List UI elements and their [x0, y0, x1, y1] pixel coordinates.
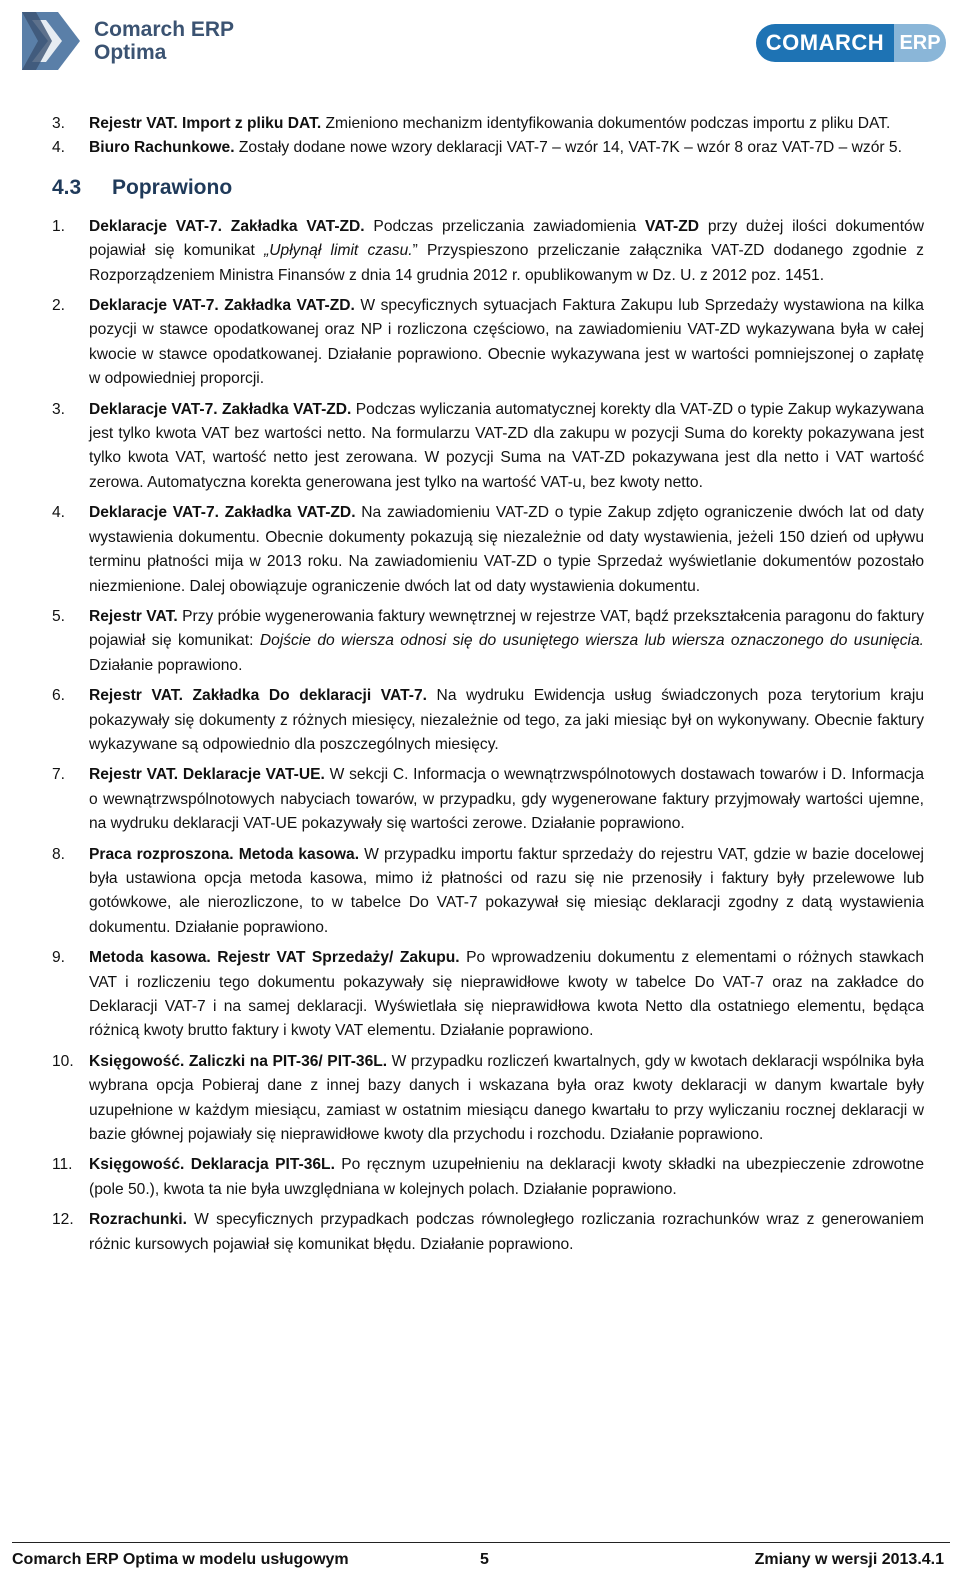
- list-item: 6. Rejestr VAT. Zakładka Do deklaracji VAT-7. Na wydruku Ewidencja usług świadczonych poza terytorium kraju pokazywały się dokumenty z różnych miesięcy, niezależnie od tego, za jaki miesiąc był on wykonywany. Obecnie faktury wykazywane są odpowiednio dla poszczególnych miesięcy.: [52, 687, 924, 753]
- previous-list: [52, 112, 924, 161]
- page-footer: [12, 1542, 950, 1575]
- footer-version: Zmiany w wersji 2013.4.1: [754, 1551, 944, 1568]
- list-item: 4. Deklaracje VAT-7. Zakładka VAT-ZD. Na zawiadomieniu VAT-ZD o typie Zakup zdjęto ograniczenie dwóch lat od daty wystawienia dokumentu. Obecnie dokumenty pokazują się niezależnie od daty wystawienia, jeżeli 150 dzień od upływu terminu płatności mija w 2013 roku. Na zawiadomieniu VAT-ZD o typie Sprzedaż wyświetlanie dokumentów pozostało niezmienione. Dalej obowiązuje ograniczenie dwóch lat od daty wystawienia dokumentu.: [52, 504, 924, 595]
- comarch-erp-optima-logo: [16, 6, 234, 76]
- list-item: 8. Praca rozproszona. Metoda kasowa. W przypadku importu faktur sprzedaży do rejestru VAT, gdzie w bazie docelowej była ustawiona opcja metoda kasowa, mimo iż płatności od razu się nie przenosiły i faktury były przelewowe lub gotówkowe, ale nierozliczone, to w tabelce Do VAT-7 pokazywał się miesiąc deklaracji zgodny z datą wystawienia dokumentu. Działanie poprawiono.: [52, 845, 924, 936]
- footer-product: Comarch ERP Optima w modelu usługowym: [12, 1551, 349, 1568]
- fixes-list: [52, 215, 924, 1257]
- list-item: 4. Biuro Rachunkowe. Zostały dodane nowe wzory deklaracji VAT-7 – wzór 14, VAT-7K – wzór 8 oraz VAT-7D – wzór 5.: [52, 139, 902, 157]
- page-header: [0, 0, 960, 90]
- list-item: 5. Rejestr VAT. Przy próbie wygenerowania faktury wewnętrznej w rejestrze VAT, bądź przekształcenia paragonu do faktury pojawiał się komunikat: Dojście do wiersza odnosi się do usuniętego wiersza lub wiersza oznaczonego do usunięcia. Działanie poprawiono.: [52, 607, 924, 674]
- comarch-erp-logo: [756, 24, 946, 62]
- list-item: 9. Metoda kasowa. Rejestr VAT Sprzedaży/ Zakupu. Po wprowadzeniu dokumentu z elementami o różnych stawkach VAT i rozliczeniu tego dokumentu pokazywały się nieprawidłowe kwoty w tabelce Do VAT-7 oraz na zakładce do Deklaracji VAT-7 i na samej deklaracji. Wyświetlała się nieprawidłowa kwota Netto dla ostatniego elementu, będąca różnicą kwoty brutto faktury i kwoty VAT elementu. Działanie poprawiono.: [52, 949, 925, 1040]
- list-item: 2. Deklaracje VAT-7. Zakładka VAT-ZD. W specyficznych sytuacjach Faktura Zakupu lub Sprzedaży wystawiona na kilka pozycji w stawce opodatkowanej oraz NP i rozliczona częściowo, na zawiadomieniu VAT-ZD wykazywana była w całej kwocie w stawce opodatkowanej. Działanie poprawiono. Obecnie wykazywana jest w wartości pomniejszonej o zapłatę w odpowiedniej proporcji.: [52, 297, 924, 388]
- list-item: 11. Księgowość. Deklaracja PIT-36L. Po ręcznym uzupełnieniu na deklaracji kwoty składki na ubezpieczenie zdrowotne (pole 50.), kwota ta nie była uwzględniana w kolejnych polach. Działanie poprawiono.: [52, 1156, 924, 1198]
- list-item: 3. Deklaracje VAT-7. Zakładka VAT-ZD. Podczas wyliczania automatycznej korekty dla VAT-ZD o typie Zakup wykazywana jest tylko kwota VAT bez wartości netto. Na formularzu VAT-ZD dla zakupu w pozycji Suma do korekty pokazywana jest tylko kwota VAT, wartość netto jest zerowana. W pozycji Suma na VAT-ZD pokazywana jest dla netto i VAT wartość zerowa. Automatyczna korekta generowana jest tylko na wartość VAT-u, bez kwoty netto.: [52, 400, 924, 491]
- erp-wordmark: ERP: [894, 24, 946, 62]
- comarch-wordmark: COMARCH: [756, 24, 894, 62]
- list-item: 3. Rejestr VAT. Import z pliku DAT. Zmieniono mechanizm identyfikowania dokumentów podczas importu z pliku DAT.: [52, 115, 891, 132]
- optima-logo-icon: [16, 6, 86, 76]
- document-body: [52, 112, 924, 1257]
- list-item: 12. Rozrachunki. W specyficznych przypadkach podczas równoległego rozliczania rozrachunków wraz z generowaniem różnic kursowych pojawiał się komunikat błędu. Działanie poprawiono.: [52, 1211, 924, 1253]
- section-heading: 4.3 Poprawiono: [52, 175, 233, 199]
- page-number: 5: [480, 1551, 489, 1568]
- list-item: 10. Księgowość. Zaliczki na PIT-36/ PIT-36L. W przypadku rozliczeń kwartalnych, gdy w kwotach deklaracji wspólnika była wybrana opcja Pobieraj dane z innej bazy danych i wskazana była oraz kwoty deklaracji w danym kwartale były uzupełnione w każdym miesiącu, zamiast w ostatnim miesiącu danego kwartału to przy wyliczaniu rocznej deklaracji w bazie głównej pojawiały się nieprawidłowe kwoty dla przychodu i rozchodu. Działanie poprawiono.: [52, 1052, 924, 1144]
- logo-line-1: Comarch ERP: [94, 18, 235, 41]
- logo-line-2: Optima: [94, 41, 167, 64]
- list-item: 1. Deklaracje VAT-7. Zakładka VAT-ZD. Podczas przeliczania zawiadomienia VAT-ZD przy dużej ilości dokumentów pojawiał się komunikat „Upłynął limit czasu.” Przyspieszono przeliczanie załącznika VAT-ZD dodanego zgodnie z Rozporządzeniem Ministra Finansów z dnia 14 grudnia 2012 r. opublikowanym w Dz. U. z 2012 poz. 1451.: [52, 217, 924, 284]
- list-item: 7. Rejestr VAT. Deklaracje VAT-UE. W sekcji C. Informacja o wewnątrzwspólnotowych dostawach towarów i D. Informacja o wewnątrzwspólnotowych nabyciach towarów, w przypadku, gdy wygenerowane faktury przyjmowały wartości ujemne, na wydruku deklaracji VAT-UE pokazywały się wartości zerowe. Działanie poprawiono.: [52, 766, 924, 833]
